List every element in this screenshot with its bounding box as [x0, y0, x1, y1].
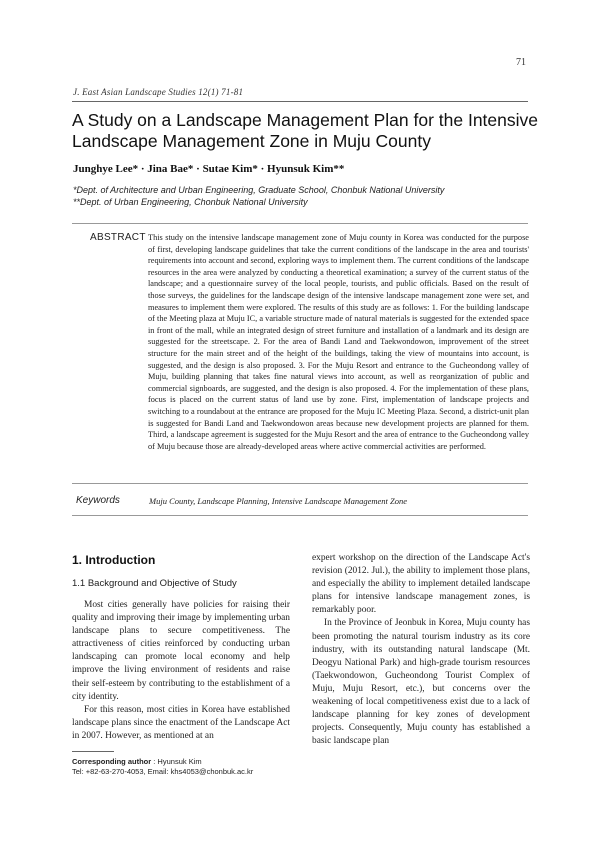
- title-divider: [72, 101, 528, 102]
- left-column: [72, 552, 290, 743]
- corresponding-author-name: : Hyunsuk Kim: [153, 757, 202, 766]
- body-paragraph: Most cities generally have policies for raising their quality and improving their image by implementing urban landscape plans to secure competitiveness. The attractiveness of cities reinforced by conducting urban landscaping can promote local economy and help improve the living environment of residents and raise their self-esteem by contributing to the establishment of a city identity.: [72, 600, 290, 702]
- corresponding-author: [72, 757, 202, 766]
- abstract-text: This study on the intensive landscape management zone of Muju county in Korea was conducted for the purpose of first, developing landscape guidelines that take the current conditions of the landscape in the area and tourists' requirements into account and second, exploring ways to implement them. The current conditions of the landscape resources in the area were analyzed by conducting a theoretical examination; a survey of the current status of the landscape; and a questionnaire survey of the local people, tourists, and public officials. Based on the result of those surveys, the guidelines for the landscape design of the intensive landscape management zone were set, and measures to implement them were explored. The results of this study are as follows: 1. For the building landscape of the Meeting plaza at Muju IC, a variable structure made of natural materials is suggested for the extended space in front of the mall, while an integrated design of street furniture and installation of a landmark and its design are suggested for the streetscape. 2. For the area of Bandi Land and Taekwondowon, improvement of the street structure for the main street and of the height of the buildings, taking the view of mountains into account, is suggested, and the design is also proposed. 3. For the Muju Resort and entrance to the Gucheondong valley of Muju, building planning that takes fine natural views into account, as well as reorganization of public and commercial signboards, are suggested, and the design is also proposed. 4. For the implementation of these plans, focus is placed on the current status of land use by zone. First, implementation of landscape projects and switching to a roundabout at the entrance are proposed for the Muju IC Meeting Plaza. Second, a district-unit plan is suggested for Bandi Land and Taekwondowon areas because new development projects are planned for them. Third, a landscape agreement is suggested for the Muju Resort and the area of entrance to the Gucheondong valley of Muju because those are already-developed areas where active commercial activities are performed.: [148, 233, 529, 451]
- keywords-text: Muju County, Landscape Planning, Intensive Landscape Management Zone: [149, 496, 408, 506]
- subsection-heading: 1.1 Background and Objective of Study: [72, 578, 237, 589]
- affiliation-2: **Dept. of Urban Engineering, Chonbuk National University: [73, 197, 308, 207]
- abstract-divider-top: [72, 223, 528, 224]
- affiliation-1: *Dept. of Architecture and Urban Engineering, Graduate School, Chonbuk National University: [73, 185, 445, 195]
- keywords-divider: [72, 515, 528, 516]
- journal-citation: J. East Asian Landscape Studies 12(1) 71-81: [73, 87, 244, 97]
- body-paragraph: For this reason, most cities in Korea have established landscape plans since the enactment of the Landscape Act in 2007. However, as mentioned at an: [72, 704, 290, 741]
- abstract-label: ABSTRACT: [90, 232, 146, 243]
- corresponding-author-label: Corresponding author: [72, 757, 152, 766]
- abstract-divider-bottom: [72, 483, 528, 484]
- body-paragraph: expert workshop on the direction of the Landscape Act's revision (2012. Jul.), the ability to implement those plans, and especially the ability to implement detailed landscape plans for intensive landscape management zones, is remarkably poor.: [312, 553, 530, 616]
- author-list: Junghye Lee* · Jina Bae* · Sutae Kim* · Hyunsuk Kim**: [73, 163, 345, 175]
- right-column: [312, 552, 530, 748]
- page-number: 71: [516, 57, 526, 68]
- body-paragraph: In the Province of Jeonbuk in Korea, Muju county has been promoting the natural tourism industry as its core industry, with its outstanding natural landscape (Mt. Deogyu National Park) and high-grade tourism resources (Taekwondowon, Gucheondong Tourist Complex of Muju, Muju Resort, etc.), but concerns over the weakening of local competitiveness exist due to a lack of landscape planning for key zones of development projects. Consequently, Muju county has established a basic landscape plan: [312, 618, 530, 747]
- paper-title: A Study on a Landscape Management Plan for the Intensive Landscape Management Zone in Muju County: [72, 110, 539, 151]
- section-heading: 1. Introduction: [72, 553, 156, 567]
- author-contact: Tel: +82-63-270-4053, Email: khs4053@chonbuk.ac.kr: [72, 767, 254, 776]
- keywords-label: Keywords: [76, 495, 120, 506]
- footnote-divider: [72, 751, 114, 752]
